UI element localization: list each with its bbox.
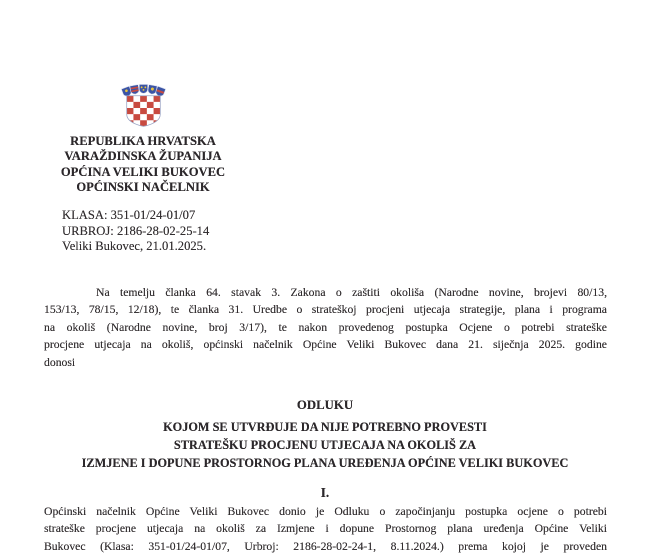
decision-title: ODLUKU <box>296 398 354 412</box>
section-i-line: strateške procjene utjecaja na okoliš za Izmjene i dopune Prostornog plana uređenja Općine Veliki <box>44 522 607 536</box>
place-date-line: Veliki Bukovec, 21.01.2025. <box>62 239 207 254</box>
letterhead-line-mayor: OPĆINSKI NAČELNIK <box>76 180 210 195</box>
section-i-paragraph <box>44 503 607 555</box>
letterhead <box>57 83 229 196</box>
reference-block <box>62 208 209 255</box>
preamble-line: donosi <box>44 355 76 369</box>
letterhead-line-county: VARAŽDINSKA ŽUPANIJA <box>64 149 222 164</box>
urbroj-line: URBROJ: 2186-28-02-25-14 <box>62 223 210 238</box>
preamble-paragraph <box>44 284 607 371</box>
klasa-line: KLASA: 351-01/24-01/07 <box>62 208 196 222</box>
letterhead-line-country: REPUBLIKA HRVATSKA <box>70 134 216 148</box>
section-i-line: Bukovec (Klasa: 351-01/24-01/07, Urbroj: 2186-28-02-24-1, 8.11.2024.) prema kojoj je proveden <box>44 539 607 553</box>
decision-subtitle-line: STRATEŠKU PROCJENU UTJECAJA NA OKOLIŠ ZA <box>173 438 477 452</box>
preamble-line: Na temelju članka 64. stavak 3. Zakona o zaštiti okoliša (Narodne novine, brojevi 80/13, <box>96 286 607 299</box>
preamble-line: na okoliš (Narodne novine, broj 3/17), te nakon provedenog postupka Ocjene o potrebi strateške <box>44 320 607 334</box>
preamble-line: 153/13, 78/15, 12/18), te članka 31. Uredbe o strateškoj procjeni utjecaja strategije, plana i programa <box>44 303 607 317</box>
decision-title-block <box>0 397 650 472</box>
letterhead-line-municipality: OPĆINA VELIKI BUKOVEC <box>60 164 226 179</box>
section-i-heading: I. <box>320 485 330 500</box>
decision-subtitle-line: IZMJENE I DOPUNE PROSTORNOG PLANA UREĐENJA OPĆINE VELIKI BUKOVEC <box>81 456 569 470</box>
croatian-coat-of-arms-icon <box>120 83 167 132</box>
decision-subtitle-line: KOJOM SE UTVRĐUJE DA NIJE POTREBNO PROVESTI <box>163 420 487 434</box>
preamble-line: procjene utjecaja na okoliš, općinski načelnik Općine Veliki Bukovec dana 21. siječnja 2025. godine <box>44 338 607 352</box>
section-i-line: Općinski načelnik Općine Veliki Bukovec donio je Odluku o započinjanju postupka ocjene o potrebi <box>44 505 607 518</box>
